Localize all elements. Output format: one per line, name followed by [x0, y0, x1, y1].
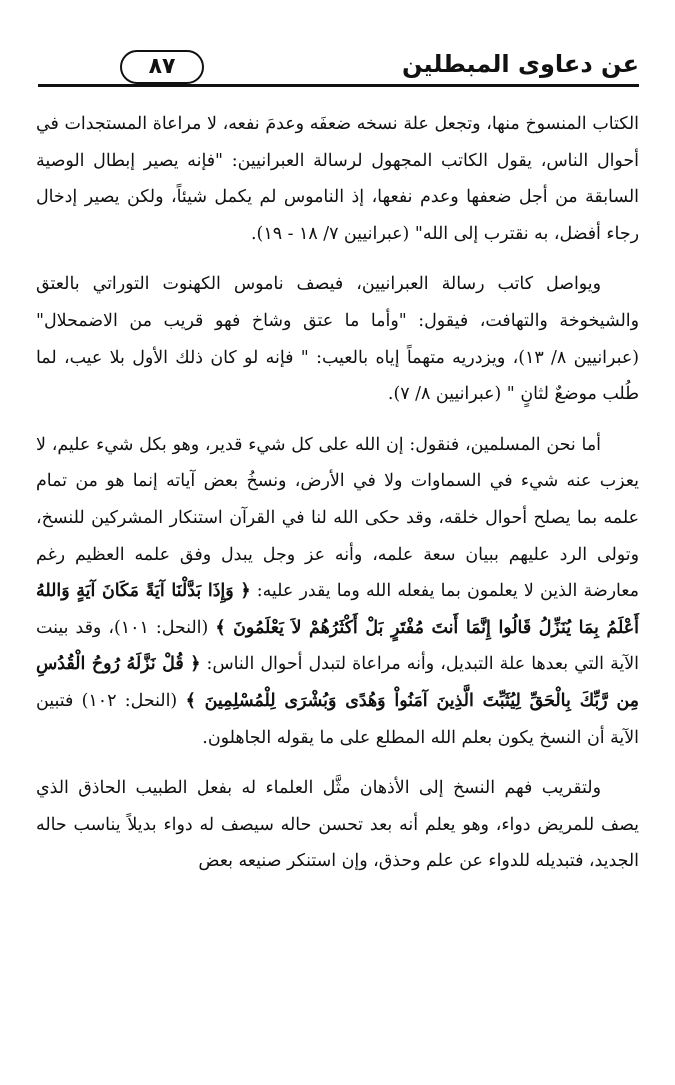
running-title: عن دعاوى المبطلين [401, 50, 639, 78]
page-body [36, 106, 639, 894]
page-number: ٨٧ [120, 50, 204, 84]
header-rule [38, 84, 639, 87]
paragraph-2: ويواصل كاتب رسالة العبرانيين، فيصف ناموس الكهنوت التوراتي بالعتق والشيخوخة والتهافت، فيقول: "وأما ما عتق وشاخ فهو قريب من الاضمحلال" (عبرانيين ٨/ ١٣)، ويزدريه متهماً إياه بالعيب: " فإنه لو كان ذلك الأول بلا عيب، لما طُلب موضعٌ لثانٍ " (عبرانيين ٨/ ٧). [36, 274, 639, 405]
paragraph-3 [36, 427, 639, 756]
paragraph-3-text-c: (النحل: ١٠٢) فتبين الآية أن النسخ يكون بعلم الله المطلع على ما يقوله الجاهلون. [36, 690, 639, 748]
paragraph-3-text-a: أما نحن المسلمين، فنقول: إن الله على كل شيء قدير، وهو بكل شيء عليم، لا يعزب عنه شيء في السماوات ولا في الأرض، ونسخُ بعض آياته إنما هو من تمام علمه بما يصلح أحوال خلقه، وقد حكى الله لنا في القرآن استنكار المشركين للنسخ، وتولى الرد عليهم ببيان سعة علمه، وأنه عز وجل يبدل وفق علمه العظيم رغم معارضة الذين لا يعلمون بما يفعله الله وما يقدر عليه: [36, 434, 639, 602]
quran-verse-2: ﴿ قُلْ نَزَّلَهُ رُوحُ الْقُدُسِ مِن رَّبِّكَ بِالْحَقِّ لِيُثَبِّتَ الَّذِينَ آمَنُواْ وَهُدًى وَبُشْرَى لِلْمُسْلِمِينَ ﴾ [36, 654, 640, 711]
paragraph-4: ولتقريب فهم النسخ إلى الأذهان مثَّل العلماء له بفعل الطبيب الحاذق الذي يصف للمريض دواء، وهو يعلم أنه بعد تحسن حاله سيصف له دواء بديلاً يناسب حاله الجديد، فتبديله للدواء عن علم وحذق، وإن استنكر صنيعه بعض [36, 778, 639, 872]
page-header [38, 46, 639, 86]
quran-verse-1: ﴿ وَإِذَا بَدَّلْنَا آيَةً مَكَانَ آيَةٍ وَاللهُ أَعْلَمُ بِمَا يُنَزِّلُ قَالُوا إِنَّمَا أَنتَ مُفْتَرٍ بَلْ أَكْثَرُهُمْ لاَ يَعْلَمُونَ ﴾ [36, 581, 639, 638]
paragraph-1: الكتاب المنسوخ منها، وتجعل علة نسخه ضعفَه وعدمَ نفعه، لا مراعاة المستجدات في أحوال الناس، يقول الكاتب المجهول لرسالة العبرانيين: "فإنه يصير إبطال الوصية السابقة من أجل ضعفها وعدم نفعها، إذ الناموس لم يكمل شيئاً، ولكن يصير إدخال رجاء أفضل، به نقترب إلى الله" (عبرانيين ٧/ ١٨ - ١٩). [36, 114, 639, 244]
paragraph-3-text-b: (النحل: ١٠١)، وقد بينت الآية التي بعدها علة التبديل، وأنه مراعاة لتبدل أحوال الناس: [36, 617, 639, 675]
